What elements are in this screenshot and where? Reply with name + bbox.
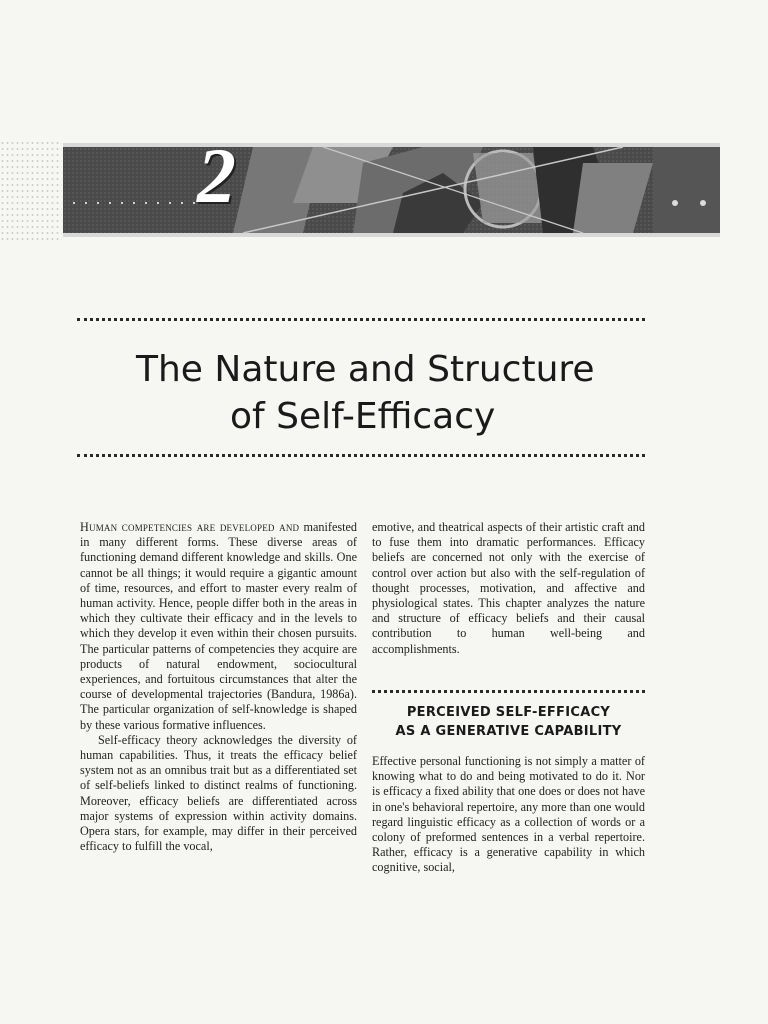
- banner-art: [63, 143, 720, 237]
- title-rule-bottom: [77, 454, 645, 457]
- section-rule: [372, 690, 645, 693]
- left-paragraph-1: [80, 520, 357, 733]
- chapter-title: [120, 347, 660, 441]
- right-column-top: [372, 520, 645, 657]
- left-paragraph-1-text: manifested in many different forms. These diverse areas of functioning demand different knowledge and skills. One cannot be all things; it would require a gigantic amount of time, resources, and effort to master every realm of human activity. Hence, people differ both in the areas in which they cultivate their efficacy and in the levels to which they develop it even within their chosen pursuits. The particular patterns of competencies they acquire are products of natural endowment, sociocultural experiences, and fortuitous circumstances that alter the course of developmental trajectories (Bandura, 1986a). The particular organization of self-knowledge is shaped by these various formative influences.: [80, 520, 357, 732]
- chapter-title-line2: of Self-Efficacy: [230, 395, 496, 437]
- chapter-number: 2: [197, 132, 236, 219]
- scan-speckle: [0, 140, 62, 240]
- section-heading-line2: AS A GENERATIVE CAPABILITY: [395, 724, 622, 739]
- title-rule-top: [77, 318, 645, 321]
- chapter-title-line1: The Nature and Structure: [136, 349, 595, 390]
- chapter-banner: [63, 143, 720, 237]
- right-paragraph-1: emotive, and theatrical aspects of their artistic craft and to fuse them into dramatic performances. Efficacy beliefs are concerned not only with the exercise of control over action but also with the self-regulation of thought processes, motivation, and affective and physiological states. This chapter analyzes the nature and structure of efficacy beliefs and their causal contribution to human well-being and accomplishments.: [372, 520, 645, 656]
- right-paragraph-2: Effective personal functioning is not simply a matter of knowing what to do and being motivated to do it. Nor is efficacy a fixed ability that one does or does not have in one's behavioral repertoire, any more than one would regard linguistic efficacy as a collection of words or a colony of preformed sentences in a verbal repertoire. Rather, efficacy is a generative capability in which cognitive, social,: [372, 754, 645, 875]
- left-column: [80, 520, 357, 854]
- left-paragraph-2: Self-efficacy theory acknowledges the diversity of human capabilities. Thus, it treats the efficacy belief system not as an omnibus trait but as a differentiated set of self-beliefs linked to distinct realms of functioning. Moreover, efficacy beliefs are differentiated across major systems of expression within activity domains. Opera stars, for example, may differ in their perceived efficacy to fulfill the vocal,: [80, 732, 357, 854]
- right-column-bottom: [372, 754, 645, 876]
- section-heading-line1: PERCEIVED SELF-EFFICACY: [406, 705, 611, 720]
- opening-small-caps: Human competencies are developed and: [80, 520, 300, 534]
- section-heading: [372, 703, 645, 741]
